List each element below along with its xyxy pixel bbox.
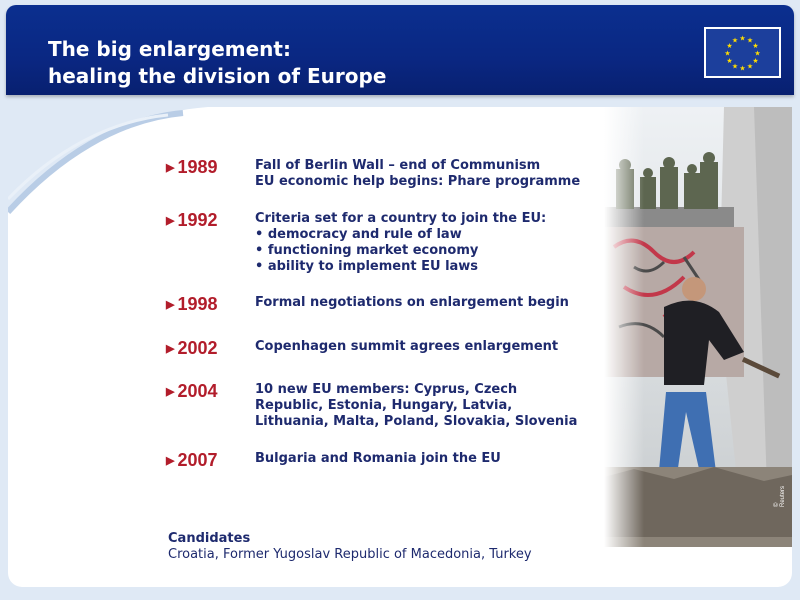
description-line: Lithuania, Malta, Poland, Slovakia, Slovenia bbox=[255, 414, 578, 429]
triangle-bullet-icon: ▶ bbox=[166, 299, 175, 311]
flag-star-icon: ★ bbox=[739, 64, 746, 73]
timeline-year bbox=[166, 338, 218, 359]
candidates-list: Croatia, Former Yugoslav Republic of Macedonia, Turkey bbox=[168, 547, 532, 562]
flag-star-icon: ★ bbox=[746, 36, 754, 45]
description-line: • democracy and rule of law bbox=[255, 227, 462, 242]
flag-star-icon: ★ bbox=[724, 49, 731, 58]
triangle-bullet-icon: ▶ bbox=[166, 215, 175, 227]
flag-star-icon: ★ bbox=[731, 36, 739, 45]
timeline-year bbox=[166, 294, 218, 315]
timeline-description bbox=[255, 382, 595, 430]
timeline-year bbox=[166, 210, 218, 231]
timeline-year bbox=[166, 157, 218, 178]
flag-star-icon: ★ bbox=[746, 62, 754, 71]
triangle-bullet-icon: ▶ bbox=[166, 343, 175, 355]
berlin-wall-photo bbox=[604, 107, 792, 547]
slide-title bbox=[48, 36, 386, 90]
flag-star-icon: ★ bbox=[752, 57, 759, 65]
description-line: Fall of Berlin Wall – end of Communism bbox=[255, 158, 541, 173]
description-line: Republic, Estonia, Hungary, Latvia, bbox=[255, 398, 513, 413]
year-text: 2007 bbox=[177, 450, 218, 470]
photo-fade bbox=[604, 107, 644, 547]
description-line: • functioning market economy bbox=[255, 243, 479, 258]
year-text: 1989 bbox=[177, 157, 218, 177]
eu-flag-icon bbox=[704, 27, 781, 78]
description-line: 10 new EU members: Cyprus, Czech bbox=[255, 382, 518, 397]
timeline-year bbox=[166, 381, 218, 402]
flag-star-icon: ★ bbox=[752, 42, 759, 50]
description-line: EU economic help begins: Phare programme bbox=[255, 174, 581, 189]
triangle-bullet-icon: ▶ bbox=[166, 386, 175, 398]
flag-star-icon: ★ bbox=[739, 34, 746, 43]
description-line: Bulgaria and Romania join the EU bbox=[255, 451, 501, 466]
title-line-2: healing the division of Europe bbox=[48, 64, 387, 88]
triangle-bullet-icon: ▶ bbox=[166, 162, 175, 174]
timeline-description bbox=[255, 158, 595, 190]
timeline-description bbox=[255, 295, 595, 311]
title-line-1: The big enlargement: bbox=[48, 37, 291, 61]
timeline-year bbox=[166, 450, 218, 471]
flag-star-icon: ★ bbox=[731, 62, 739, 71]
description-line: • ability to implement EU laws bbox=[255, 259, 479, 274]
flag-star-icon: ★ bbox=[726, 57, 733, 65]
triangle-bullet-icon: ▶ bbox=[166, 455, 175, 467]
description-line: Criteria set for a country to join the EU: bbox=[255, 211, 547, 226]
timeline-description bbox=[255, 451, 595, 467]
year-text: 2004 bbox=[177, 381, 218, 401]
timeline-description bbox=[255, 211, 595, 275]
flag-star-icon: ★ bbox=[754, 49, 761, 58]
year-text: 2002 bbox=[177, 338, 218, 358]
candidates-section bbox=[168, 531, 532, 563]
timeline-description bbox=[255, 339, 595, 355]
candidates-label: Candidates bbox=[168, 531, 251, 546]
photo-copyright: © Reuters bbox=[774, 485, 786, 507]
description-line: Copenhagen summit agrees enlargement bbox=[255, 339, 559, 354]
header-bar bbox=[6, 5, 794, 95]
year-text: 1998 bbox=[177, 294, 218, 314]
flag-star-icon: ★ bbox=[726, 42, 733, 50]
year-text: 1992 bbox=[177, 210, 218, 230]
description-line: Formal negotiations on enlargement begin bbox=[255, 295, 569, 310]
